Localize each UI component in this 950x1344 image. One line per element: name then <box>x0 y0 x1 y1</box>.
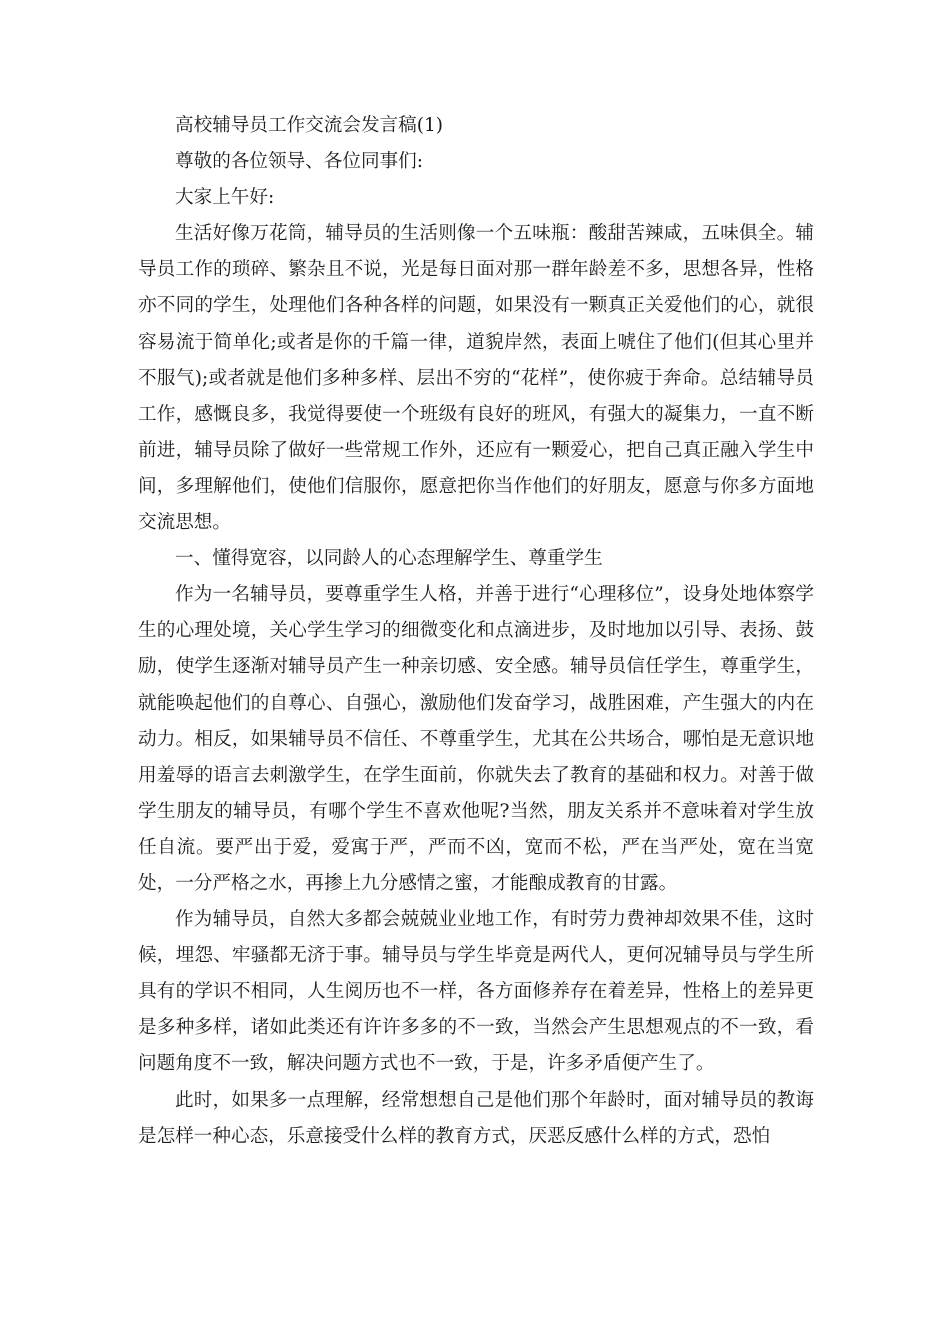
intro-paragraph: 生活好像万花筒，辅导员的生活则像一个五味瓶：酸甜苦辣咸，五味俱全。辅导员工作的琐碎、繁杂且不说，光是每日面对那一群年龄差不多，思想各异，性格亦不同的学生，处理他们各种各样的问题，如果没有一颗真正关爱他们的心，就很容易流于简单化;或者是你的千篇一律，道貌岸然，表面上唬住了他们(但其心里并不服气);或者就是他们多种多样、层出不穷的“花样”，使你疲于奔命。总结辅导员工作，感慨良多，我觉得要使一个班级有良好的班风，有强大的凝集力，一直不断前进，辅导员除了做好一些常规工作外，还应有一颗爱心，把自己真正融入学生中间，多理解他们，使他们信服你，愿意把你当作他们的好朋友，愿意与你多方面地交流思想。 <box>138 223 814 534</box>
section-heading-1: 一、懂得宽容，以同龄人的心态理解学生、尊重学生 <box>175 548 603 570</box>
body-paragraph-2: 作为辅导员，自然大多都会兢兢业业地工作，有时劳力费神却效果不佳，这时候，埋怨、牢骚都无济于事。辅导员与学生毕竟是两代人，更何况辅导员与学生所具有的学识不相同，人生阅历也不一样，各方面修养存在着差异，性格上的差异更是多种多样，诸如此类还有许许多多的不一致，当然会产生思想观点的不一致，看问题角度不一致，解决问题方式也不一致，于是，许多矛盾便产生了。 <box>138 909 814 1075</box>
body-paragraph-3: 此时，如果多一点理解，经常想想自己是他们那个年龄时，面对辅导员的教诲是怎样一种心态，乐意接受什么样的教育方式，厌恶反感什么样的方式，恐怕 <box>138 1089 814 1147</box>
greeting: 大家上午好: <box>175 187 275 209</box>
body-paragraph-1: 作为一名辅导员，要尊重学生人格，并善于进行“心理移位”，设身处地体察学生的心理处境，关心学生学习的细微变化和点滴进步，及时地加以引导、表扬、鼓励，使学生逐渐对辅导员产生一种亲切感、安全感。辅导员信任学生，尊重学生，就能唤起他们的自尊心、自强心，激励他们发奋学习，战胜困难，产生强大的内在动力。相反，如果辅导员不信任、不尊重学生，尤其在公共场合，哪怕是无意识地用羞辱的语言去刺激学生，在学生面前，你就失去了教育的基础和权力。对善于做学生朋友的辅导员，有哪个学生不喜欢他呢?当然，朋友关系并不意味着对学生放任自流。要严出于爱，爱寓于严，严而不凶，宽而不松，严在当严处，宽在当宽处，一分严格之水，再掺上九分感情之蜜，才能酿成教育的甘露。 <box>138 584 814 894</box>
document-title: 高校辅导员工作交流会发言稿(1) <box>175 115 444 136</box>
document-page <box>138 108 814 1155</box>
salutation: 尊敬的各位领导、各位同事们: <box>175 151 423 173</box>
